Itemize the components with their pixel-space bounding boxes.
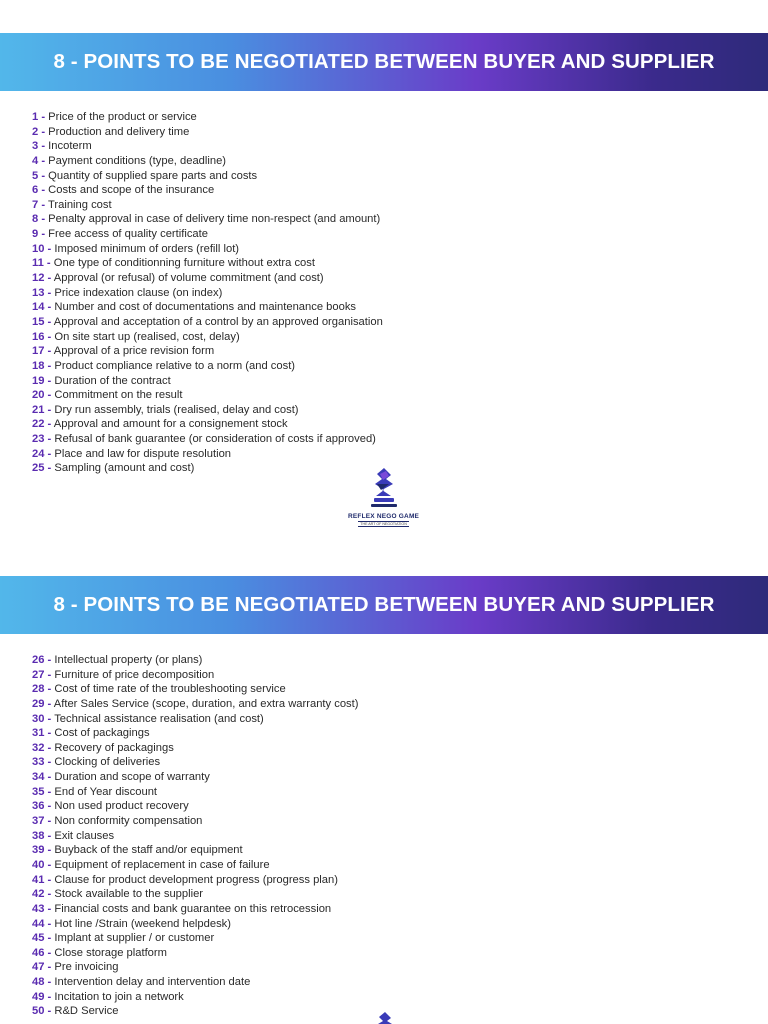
list-item xyxy=(32,814,358,829)
item-text: Buyback of the staff and/or equipment xyxy=(54,844,243,857)
item-text: Clause for product development progress (progress plan) xyxy=(54,873,338,886)
item-text: Production and delivery time xyxy=(48,125,190,138)
item-number: 41 - xyxy=(32,873,52,886)
list-item xyxy=(32,432,383,447)
item-number: 43 - xyxy=(32,902,52,915)
item-text: Approval (or refusal) of volume commitment (and cost) xyxy=(53,272,324,285)
section-2-title: 8 - POINTS TO BE NEGOTIATED BETWEEN BUYER AND SUPPLIER xyxy=(53,593,715,616)
item-number: 46 - xyxy=(32,946,52,959)
item-number: 14 - xyxy=(32,301,52,314)
list-item xyxy=(32,169,383,184)
item-number: 19 - xyxy=(32,374,52,387)
list-item xyxy=(32,931,358,946)
item-number: 17 - xyxy=(32,345,52,358)
item-number: 27 - xyxy=(32,668,52,681)
list-item xyxy=(32,858,358,873)
item-text: On site start up (realised, cost, delay) xyxy=(54,330,240,343)
item-number: 7 - xyxy=(32,198,46,211)
item-number: 47 - xyxy=(32,961,52,974)
item-number: 37 - xyxy=(32,815,52,828)
list-item xyxy=(32,1004,358,1019)
section-1-points-list xyxy=(32,110,383,476)
item-number: 6 - xyxy=(32,184,46,197)
list-item xyxy=(32,755,358,770)
list-item xyxy=(32,668,358,683)
list-item xyxy=(32,359,383,374)
item-text: Incoterm xyxy=(48,140,92,153)
list-item xyxy=(32,785,358,800)
item-text: Intervention delay and intervention date xyxy=(54,976,251,989)
list-item xyxy=(32,256,383,271)
item-number: 1 - xyxy=(32,111,46,123)
list-item xyxy=(32,447,383,462)
item-text: Approval of a price revision form xyxy=(53,345,215,358)
list-item xyxy=(32,726,358,741)
list-item xyxy=(32,139,383,154)
item-number: 39 - xyxy=(32,844,52,857)
list-item xyxy=(32,286,383,301)
item-text: Duration of the contract xyxy=(54,374,171,387)
list-item xyxy=(32,712,358,727)
list-item xyxy=(32,300,383,315)
item-number: 13 - xyxy=(32,286,52,299)
item-text: Penalty approval in case of delivery time non-respect (and amount) xyxy=(48,213,381,226)
item-text: Cost of time rate of the troubleshooting service xyxy=(54,683,286,696)
item-number: 5 - xyxy=(32,169,46,182)
item-text: Technical assistance realisation (and cost) xyxy=(54,712,264,725)
item-number: 18 - xyxy=(32,359,52,372)
item-number: 45 - xyxy=(32,932,52,945)
brand-logo-partial xyxy=(372,1012,398,1024)
item-text: Implant at supplier / or customer xyxy=(54,932,215,945)
item-number: 40 - xyxy=(32,858,52,871)
list-item xyxy=(32,682,358,697)
item-number: 29 - xyxy=(32,697,52,710)
item-number: 23 - xyxy=(32,433,52,446)
item-number: 22 - xyxy=(32,418,52,431)
list-item xyxy=(32,344,383,359)
list-item xyxy=(32,887,358,902)
item-number: 35 - xyxy=(32,785,52,798)
item-text: Dry run assembly, trials (realised, delay and cost) xyxy=(54,403,299,416)
item-text: Place and law for dispute resolution xyxy=(54,447,232,460)
item-text: Training cost xyxy=(47,198,112,211)
item-text: Exit clauses xyxy=(54,829,115,842)
item-text: End of Year discount xyxy=(54,785,158,798)
item-text: Costs and scope of the insurance xyxy=(48,184,215,197)
item-text: Intellectual property (or plans) xyxy=(54,654,203,666)
list-item xyxy=(32,990,358,1005)
item-number: 4 - xyxy=(32,154,46,167)
item-text: After Sales Service (scope, duration, and extra warranty cost) xyxy=(53,697,359,710)
list-item xyxy=(32,741,358,756)
item-number: 48 - xyxy=(32,976,52,989)
item-number: 10 - xyxy=(32,242,52,255)
list-item xyxy=(32,653,358,668)
list-item xyxy=(32,843,358,858)
item-number: 21 - xyxy=(32,403,52,416)
list-item xyxy=(32,242,383,257)
item-text: Duration and scope of warranty xyxy=(54,771,210,784)
list-item xyxy=(32,388,383,403)
list-item xyxy=(32,902,358,917)
logo-tagline: THE ART OF NEGOTIATION xyxy=(360,522,407,526)
item-number: 20 - xyxy=(32,389,52,402)
item-number: 28 - xyxy=(32,683,52,696)
list-item xyxy=(32,417,383,432)
item-text: Non used product recovery xyxy=(54,800,189,813)
item-text: Clocking of deliveries xyxy=(54,756,161,769)
item-text: Commitment on the result xyxy=(54,389,183,402)
item-number: 33 - xyxy=(32,756,52,769)
item-text: Number and cost of documentations and maintenance books xyxy=(54,301,357,314)
list-item xyxy=(32,125,383,140)
item-number: 24 - xyxy=(32,447,52,460)
list-item xyxy=(32,227,383,242)
item-number: 44 - xyxy=(32,917,52,930)
list-item xyxy=(32,154,383,169)
item-number: 9 - xyxy=(32,228,46,241)
list-item xyxy=(32,946,358,961)
list-item xyxy=(32,315,383,330)
item-number: 11 - xyxy=(32,257,51,270)
item-number: 3 - xyxy=(32,140,46,153)
item-text: R&D Service xyxy=(54,1005,119,1018)
item-number: 26 - xyxy=(32,654,52,666)
item-text: Free access of quality certificate xyxy=(48,228,208,241)
item-text: Approval and acceptation of a control by an approved organisation xyxy=(53,315,383,328)
item-number: 32 - xyxy=(32,741,52,754)
item-number: 42 - xyxy=(32,888,52,901)
item-text: Hot line /Strain (weekend helpdesk) xyxy=(54,917,231,930)
item-number: 30 - xyxy=(32,712,52,725)
chess-knight-logo-icon xyxy=(372,1012,398,1024)
list-item xyxy=(32,271,383,286)
item-text: Pre invoicing xyxy=(54,961,119,974)
list-item xyxy=(32,110,383,125)
list-item xyxy=(32,461,383,476)
item-text: Cost of packagings xyxy=(54,727,150,740)
list-item xyxy=(32,330,383,345)
list-item xyxy=(32,212,383,227)
list-item xyxy=(32,975,358,990)
item-text: Non conformity compensation xyxy=(54,815,203,828)
item-number: 8 - xyxy=(32,213,46,226)
item-number: 2 - xyxy=(32,125,46,138)
list-item xyxy=(32,374,383,389)
item-text: Product compliance relative to a norm (and cost) xyxy=(54,359,296,372)
list-item xyxy=(32,183,383,198)
list-item xyxy=(32,770,358,785)
item-number: 34 - xyxy=(32,771,52,784)
item-number: 36 - xyxy=(32,800,52,813)
item-number: 25 - xyxy=(32,462,52,475)
list-item xyxy=(32,917,358,932)
item-text: Refusal of bank guarantee (or consideration of costs if approved) xyxy=(54,433,376,446)
list-item xyxy=(32,829,358,844)
list-item xyxy=(32,799,358,814)
section-1-header-banner xyxy=(0,33,768,91)
list-item xyxy=(32,198,383,213)
item-text: Approval and amount for a consignement stock xyxy=(53,418,288,431)
section-2-points-list xyxy=(32,653,358,1019)
chess-knight-logo-icon xyxy=(367,466,401,512)
item-text: One type of conditionning furniture without extra cost xyxy=(53,257,315,270)
item-text: Furniture of price decomposition xyxy=(54,668,215,681)
item-number: 49 - xyxy=(32,990,52,1003)
item-text: Stock available to the supplier xyxy=(54,888,204,901)
item-number: 16 - xyxy=(32,330,52,343)
logo-name: REFLEX NEGO GAME xyxy=(348,513,420,520)
list-item xyxy=(32,960,358,975)
item-text: Financial costs and bank guarantee on this retrocession xyxy=(54,902,332,915)
item-number: 15 - xyxy=(32,315,52,328)
item-number: 31 - xyxy=(32,727,52,740)
list-item xyxy=(32,873,358,888)
item-text: Price indexation clause (on index) xyxy=(54,286,223,299)
item-text: Sampling (amount and cost) xyxy=(54,462,195,475)
list-item xyxy=(32,697,358,712)
item-number: 50 - xyxy=(32,1005,52,1018)
item-text: Imposed minimum of orders (refill lot) xyxy=(54,242,240,255)
list-item xyxy=(32,403,383,418)
item-text: Quantity of supplied spare parts and costs xyxy=(48,169,258,182)
item-text: Incitation to join a network xyxy=(54,990,184,1003)
item-text: Close storage platform xyxy=(54,946,167,959)
section-1-title: 8 - POINTS TO BE NEGOTIATED BETWEEN BUYER AND SUPPLIER xyxy=(53,50,715,73)
item-text: Recovery of packagings xyxy=(54,741,174,754)
brand-logo xyxy=(348,466,419,527)
item-number: 38 - xyxy=(32,829,52,842)
item-number: 12 - xyxy=(32,272,52,285)
item-text: Payment conditions (type, deadline) xyxy=(48,154,227,167)
item-text: Equipment of replacement in case of failure xyxy=(54,858,270,871)
item-text: Price of the product or service xyxy=(48,111,197,123)
section-2-header-banner xyxy=(0,576,768,634)
